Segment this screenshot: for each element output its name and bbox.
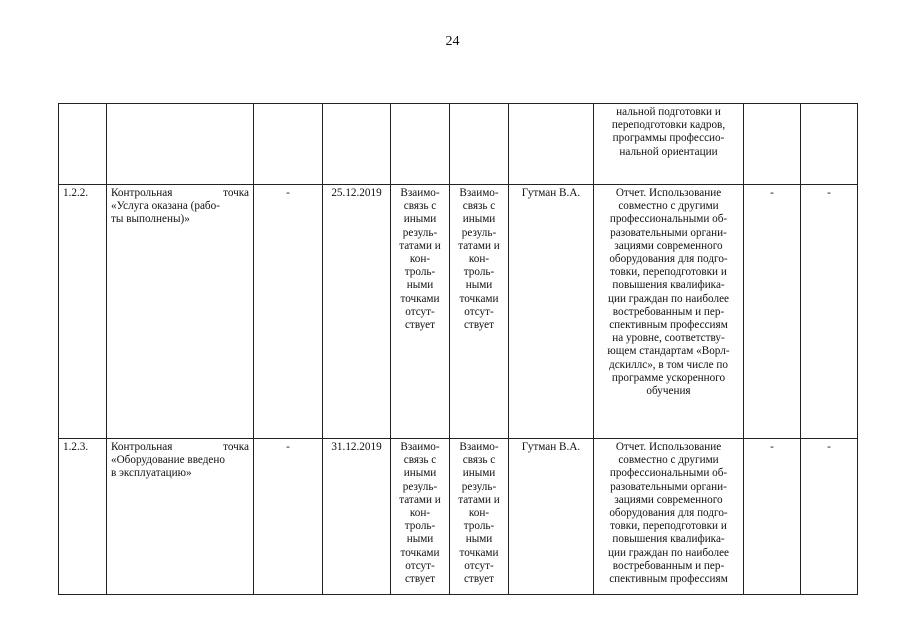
cell-relation-1 xyxy=(391,104,450,185)
cell-num: 1.2.3. xyxy=(59,439,107,595)
cell-date: 31.12.2019 xyxy=(323,439,391,595)
table-row xyxy=(59,185,858,439)
cell-start: - xyxy=(254,185,323,439)
cell-relation-2 xyxy=(450,104,509,185)
cell-result: Отчет. Использование совместно с другими профессиональными об- разовательными органи- зациями современного оборудования для подго- товки, переподготовки и повышения квалифика- ции граждан по наиболее востребованным и пер- спективным профессиям на уровне, соответству- ющем стандартам «Ворл- дскиллс», в том числе по программе ускоренного обучения xyxy=(594,185,744,439)
cell-relation-2: Взаимо- связь с иными резуль- татами и кон- троль- ными точками отсут- ствует xyxy=(450,185,509,439)
cell-result: Отчет. Использование совместно с другими профессиональными об- разовательными органи- зациями современного оборудования для подго- товки, переподготовки и повышения квалифика- ции граждан по наиболее востребованным и пер- спективным профессиям xyxy=(594,439,744,595)
plan-table xyxy=(58,103,858,595)
cell-col10 xyxy=(801,104,858,185)
table-row xyxy=(59,439,858,595)
cell-name xyxy=(107,104,254,185)
cell-num: 1.2.2. xyxy=(59,185,107,439)
cell-result: нальной подготовки и переподготовки кадров, программы профессио- нальной ориентации xyxy=(594,104,744,185)
cell-responsible: Гутман В.А. xyxy=(509,185,594,439)
table-row-continuation xyxy=(59,104,858,185)
cell-responsible: Гутман В.А. xyxy=(509,439,594,595)
page-number: 24 xyxy=(445,34,460,49)
cell-name: Контрольная точка «Оборудование введено в эксплуатацию» xyxy=(107,439,254,595)
cell-start xyxy=(254,104,323,185)
cell-name: Контрольная точка «Услуга оказана (рабо- ты выполнены)» xyxy=(107,185,254,439)
cell-col10: - xyxy=(801,439,858,595)
cell-col9: - xyxy=(744,185,801,439)
cell-date: 25.12.2019 xyxy=(323,185,391,439)
cell-relation-2: Взаимо- связь с иными резуль- татами и кон- троль- ными точками отсут- ствует xyxy=(450,439,509,595)
cell-col10: - xyxy=(801,185,858,439)
cell-start: - xyxy=(254,439,323,595)
cell-relation-1: Взаимо- связь с иными резуль- татами и кон- троль- ными точками отсут- ствует xyxy=(391,439,450,595)
cell-date xyxy=(323,104,391,185)
cell-responsible xyxy=(509,104,594,185)
cell-num xyxy=(59,104,107,185)
cell-col9 xyxy=(744,104,801,185)
cell-col9: - xyxy=(744,439,801,595)
cell-relation-1: Взаимо- связь с иными резуль- татами и кон- троль- ными точками отсут- ствует xyxy=(391,185,450,439)
